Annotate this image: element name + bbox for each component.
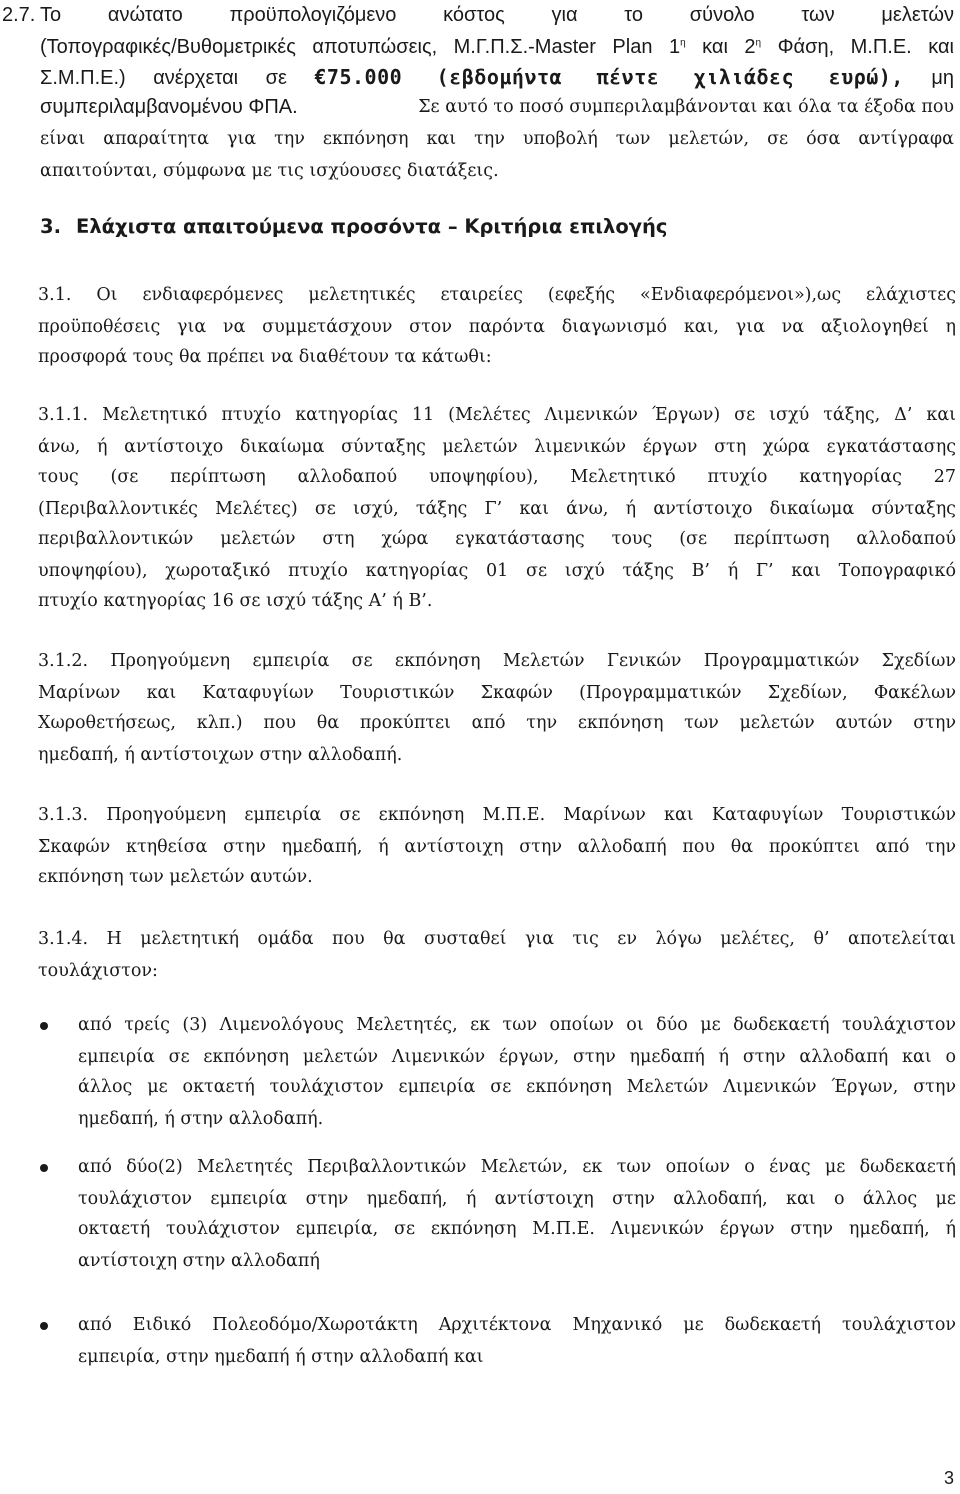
section-3-title: Ελάχιστα απαιτούμενα προσόντα – Κριτήρια επιλογής bbox=[76, 215, 668, 238]
page-number: 3 bbox=[943, 1468, 954, 1488]
section-2-7-line: (Τοπογραφικές/Βυθομετρικές αποτυπώσεις, Μ.Γ.Π.Σ.-Master Plan $1^\eta$ και $2^\eta$ Φάση, Μ.Π.Ε. και bbox=[40, 36, 954, 58]
section-2-7-line: Το ανώτατο προϋπολογιζόμενο κόστος για το σύνολο των μελετών bbox=[40, 4, 954, 26]
section-2-7-line: απαιτούνται, σύμφωνα με τις ισχύουσες διατάξεις. bbox=[40, 161, 499, 181]
section-3-number: 3. bbox=[40, 215, 61, 238]
section-2-7-line: Σ.Μ.Π.Ε.) ανέρχεται σε €75.000 (εβδομήντα πέντε χιλιάδες ευρώ), μη bbox=[40, 65, 955, 89]
document-page: 2.7. Το ανώτατο προϋπολογιζόμενο κόστος για το σύνολο των μελετών (Τοπογραφικές/Βυθομετρικές αποτυπώσεις, Μ.Γ.Π.Σ.-Master Plan $1^\eta$ και $2^\eta$ Φάση, Μ.Π.Ε. και Σ.Μ.Π.Ε.) ανέρχεται σε €75.000 (εβδομήντα πέντε χιλιάδες ευρώ), μη συμπεριλαμβανομένου ΦΠΑ. Σε αυτό το ποσό συμπεριλαμβάνονται και όλα τα έξοδα που είναι απαραίτητα για την εκπόνηση και την υποβολή των μελετών, σε όσα αντίγραφα απαιτούνται, σύμφωνα με τις ισχύουσες διατάξεις. 3. Ελάχιστα απαιτούμενα προσόντα – Κριτήρια επιλογής 3.1. Οι ενδιαφερόμενες μελετητικές εταιρείες (εφεξής «Ενδιαφερόμενοι»),ως ελάχιστες προϋποθέσεις για να συμμετάσχουν στον παρόντα διαγωνισμό και, για να αξιολογηθεί η προσφορά τους θα πρέπει να διαθέτουν τα κάτωθι: 3.1.1. Μελετητικό πτυχίο κατηγορίας 11 (Μελέτες Λιμενικών Έργων) σε ισχύ τάξης, Δ’ και άνω, ή αντίστοιχο δικαίωμα σύνταξης μελετών λιμενικών έργων στη χώρα εγκατάστασης τους (σε περίπτωση αλλοδαπού υποψηφίου), Μελετητικό πτυχίο κατηγορίας 27 (Περιβαλλοντικές Μελέτες) σε ισχύ, τάξης Γ’ και άνω, ή αντίστοιχο δικαίωμα σύνταξης περιβαλλοντικών μελετών στη χώρα εγκατάστασης τους (σε περίπτωση αλλοδαπού υποψηφίου), χωροταξικό πτυχίο κατηγορίας 01 σε ισχύ τάξης Β’ ή Γ’ και Τοπογραφικό πτυχίο κατηγορίας 16 σε ισχύ τάξης Α’ ή Β’. 3.1.2. Προηγούμενη εμπειρία σε εκπόνηση Μελετών Γενικών Προγραμματικών Σχεδίων Μαρίνων και Καταφυγίων Τουριστικών Σκαφών (Προγραμματικών Σχεδίων, Φακέλων Χωροθετήσεως, κλπ.) που θα προκύπτει από την εκπόνηση των μελετών αυτών στην ημεδαπή, ή αντίστοιχων στην αλλοδαπή. 3.1.3. Προηγούμενη εμπειρία σε εκπόνηση Μ.Π.Ε. Μαρίνων και Καταφυγίων Τουριστικών Σκαφών κτηθείσα στην ημεδαπή, ή αντίστοιχη στην αλλοδαπή που θα προκύπτει από την εκπόνηση των μελετών αυτών. 3.1.4. Η μελετητική ομάδα που θα συσταθεί για τις εν λόγω μελέτες, θ’ αποτελείται τουλάχιστον: από τρείς (3) Λιμενολόγους Μελετητές, εκ των οποίων οι δύο με δωδεκαετή τουλάχιστον εμπειρία σε εκπόνηση μελετών Λιμενικών έργων, στην ημεδαπή ή στην αλλοδαπή και ο άλλος με οκταετή τουλάχιστον εμπειρία σε εκπόνηση Μελετών Λιμενικών Έργων, στην ημεδαπή, ή στην αλλοδαπή. από δύο(2) Μελετητές Περιβαλλοντικών Μελετών, εκ των οποίων ο ένας με δωδεκαετή τουλάχιστον εμπειρία στην ημεδαπή, ή αντίστοιχη στην αλλοδαπή, και ο άλλος με οκταετή τουλάχιστον εμπειρία, σε εκπόνηση Μ.Π.Ε. Λιμενικών έργων στην ημεδαπή, ή αντίστοιχη στην αλλοδαπή από Ειδικό Πολεοδόμο/Χωροτάκτη Αρχιτέκτονα Μηχανικό με δωδεκαετή τουλάχιστον εμπειρία, στην ημεδαπή ή στην αλλοδαπή και 3 bbox=[0, 0, 960, 1494]
bullet-icon bbox=[40, 1322, 48, 1330]
bullet-icon bbox=[40, 1022, 48, 1030]
budget-amount: €75.000 (εβδομήντα πέντε χιλιάδες ευρώ), bbox=[314, 65, 904, 89]
section-2-7-line: είναι απαραίτητα για την εκπόνηση και την υποβολή των μελετών, σε όσα αντίγραφα bbox=[40, 129, 954, 149]
bullet-icon bbox=[40, 1164, 48, 1172]
section-2-7-number: 2.7. bbox=[2, 4, 36, 26]
section-2-7-line: συμπεριλαμβανομένου ΦΠΑ. Σε αυτό το ποσό συμπεριλαμβάνονται και όλα τα έξοδα που bbox=[40, 96, 954, 118]
